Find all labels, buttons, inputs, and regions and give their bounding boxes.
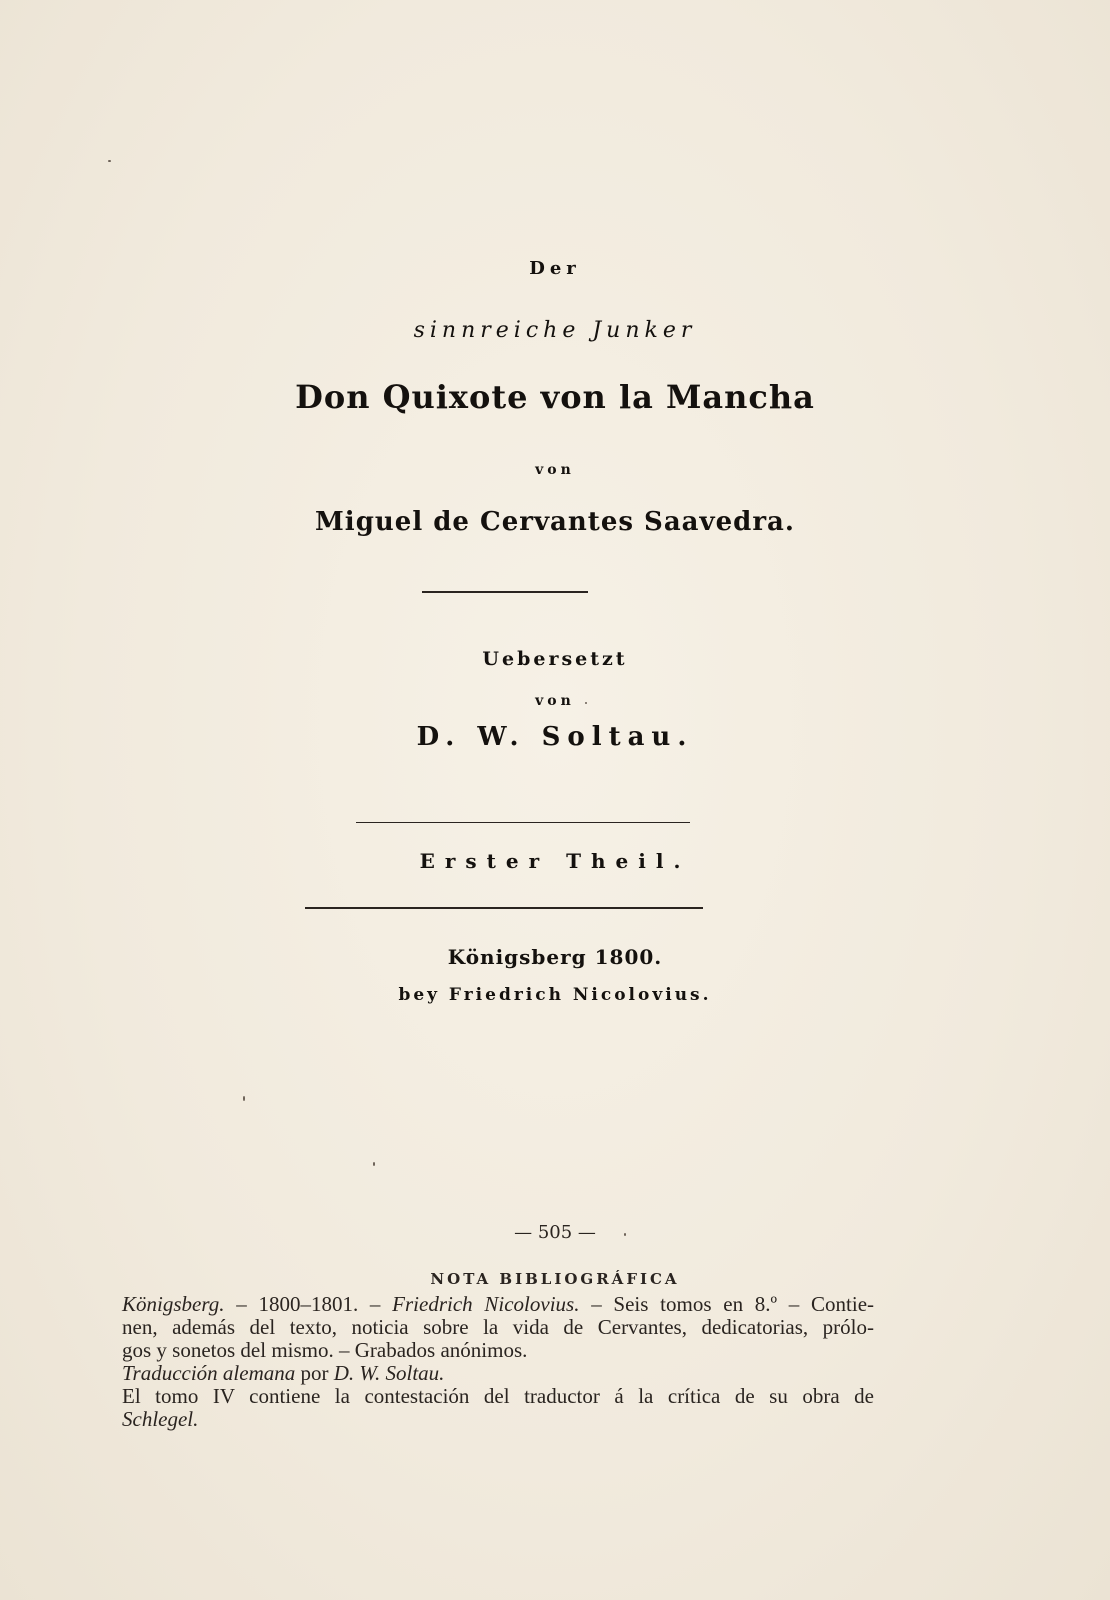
paper-speck xyxy=(108,160,111,162)
note-line: Schlegel. xyxy=(122,1407,199,1431)
translator-name: D. W. Soltau. xyxy=(416,722,694,752)
note-line: El tomo IV contiene la contestación del traductor á la crítica de su obra de xyxy=(122,1384,874,1408)
note-line: gos y sonetos del mismo. – Grabados anónimos. xyxy=(122,1338,528,1362)
paper-speck xyxy=(243,1096,245,1101)
translated-label: Uebersetzt xyxy=(482,648,628,670)
imprint-publisher: bey Friedrich Nicolovius. xyxy=(398,985,712,1005)
note-city: Königsberg. xyxy=(122,1292,225,1316)
paper-speck xyxy=(373,1162,375,1166)
title-word-von: von xyxy=(535,462,575,478)
note-translation-label: Traducción alemana xyxy=(122,1361,296,1385)
note-line xyxy=(122,1293,874,1316)
note-publisher: Friedrich Nicolovius. xyxy=(392,1292,580,1316)
divider-rule xyxy=(356,822,690,823)
note-description: – Seis tomos en 8.º – Contie- xyxy=(579,1292,875,1316)
title-subtitle: sinnreiche Junker xyxy=(413,318,697,343)
imprint-place-year: Königsberg 1800. xyxy=(447,945,663,969)
note-line: nen, además del texto, noticia sobre la vida de Cervantes, dedicatorias, prólo- xyxy=(122,1315,874,1339)
note-line xyxy=(122,1362,874,1385)
divider-rule xyxy=(422,591,588,593)
book-title: Don Quixote von la Mancha xyxy=(295,378,815,416)
note-years: – 1800–1801. – xyxy=(224,1292,393,1316)
note-heading: NOTA BIBLIOGRÁFICA xyxy=(430,1270,680,1288)
title-word-der: Der xyxy=(529,258,581,279)
note-translator: D. W. Soltau. xyxy=(333,1361,445,1385)
author-name: Miguel de Cervantes Saavedra. xyxy=(315,507,795,537)
page-number: — 505 — xyxy=(514,1222,596,1243)
note-por: por xyxy=(295,1361,334,1385)
paper-speck xyxy=(624,1233,626,1236)
title-word-von-2: von xyxy=(535,693,575,709)
paper-speck xyxy=(585,702,587,704)
part-label: Erster Theil. xyxy=(419,849,691,873)
divider-rule xyxy=(305,907,703,909)
